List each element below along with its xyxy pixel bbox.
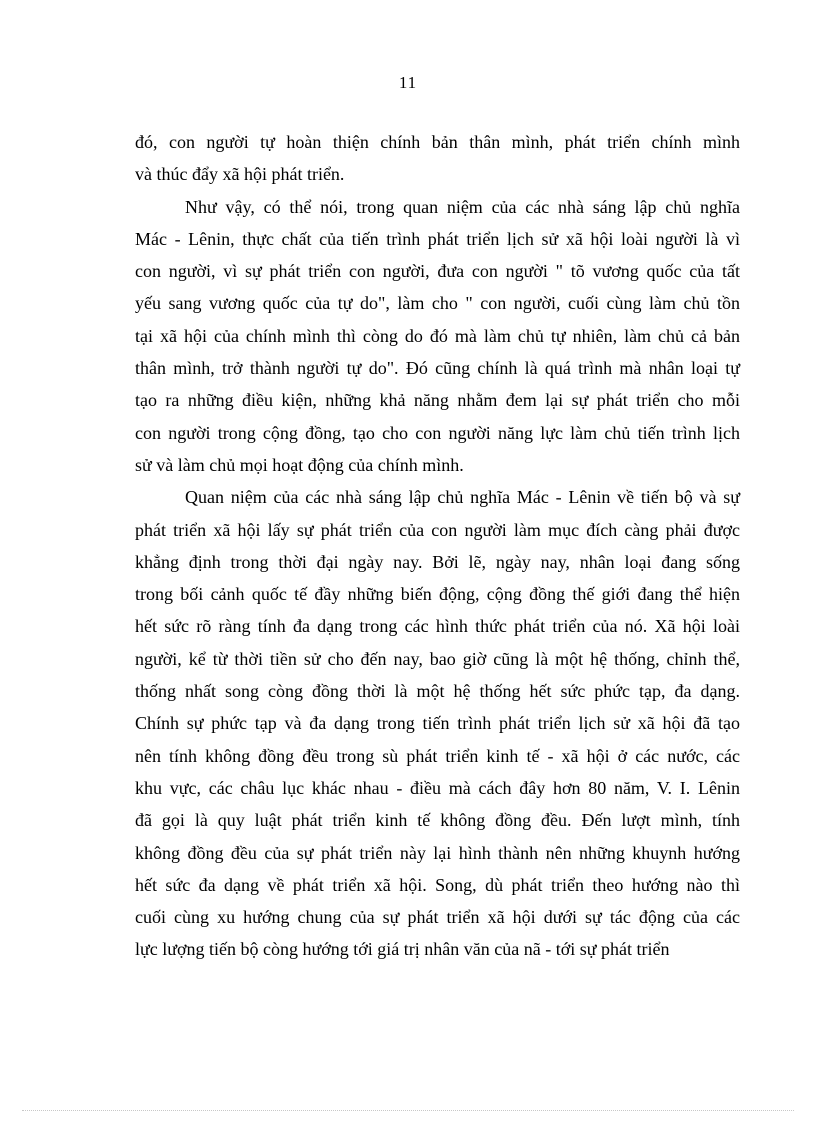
text-line: và thúc đẩy xã hội phát triển. xyxy=(135,164,345,185)
paragraph-1 xyxy=(135,126,740,191)
text-line: tạo ra những điều kiện, những khả năng nhằm đem lại sự phát triển cho mỗi xyxy=(135,390,740,411)
text-line: yếu sang vương quốc của tự do", làm cho " con người, cuối cùng làm chủ tồn xyxy=(135,293,740,314)
text-line: con người, vì sự phát triển con người, đưa con người " tõ vương quốc của tất xyxy=(135,261,740,282)
text-line: trong bối cảnh quốc tế đầy những biến động, cộng đồng thế giới đang thể hiện xyxy=(135,584,740,605)
paragraph-3 xyxy=(135,481,740,965)
text-line: Như vậy, có thể nói, trong quan niệm của các nhà sáng lập chủ nghĩa xyxy=(185,196,740,217)
text-line: thống nhất song còng đồng thời là một hệ thống hết sức phức tạp, đa dạng. xyxy=(135,681,740,702)
text-line: lực lượng tiến bộ còng hướng tới giá trị nhân văn của nã - tới sự phát triển xyxy=(135,939,670,960)
text-line: đã gọi là quy luật phát triển kinh tế không đồng đều. Đến lượt mình, tính xyxy=(135,810,740,831)
text-line: khẳng định trong thời đại ngày nay. Bởi lẽ, ngày nay, nhân loại đang sống xyxy=(135,551,740,572)
text-line: hết sức đa dạng về phát triển xã hội. Song, dù phát triển theo hướng nào thì xyxy=(135,874,740,895)
text-line: tại xã hội của chính mình thì còng do đó mà làm chủ tự nhiên, làm chủ cả bản xyxy=(135,325,740,346)
text-line: cuối cùng xu hướng chung của sự phát triển xã hội dưới sự tác động của các xyxy=(135,907,740,928)
text-line: Quan niệm của các nhà sáng lập chủ nghĩa Mác - Lênin về tiến bộ và sự xyxy=(185,487,740,508)
text-line: người, kể từ thời tiền sử cho đến nay, bao giờ cũng là một hệ thống, chỉnh thể, xyxy=(135,648,740,669)
paragraph-2 xyxy=(135,191,740,482)
text-line: Mác - Lênin, thực chất của tiến trình phát triển lịch sử xã hội loài người là vì xyxy=(135,228,740,249)
text-line: phát triển xã hội lấy sự phát triển của con người làm mục đích càng phải được xyxy=(135,519,740,540)
text-line: thân mình, trở thành người tự do". Đó cũng chính là quá trình mà nhân loại tự xyxy=(135,358,740,379)
text-line: Chính sự phức tạp và đa dạng trong tiến trình phát triển lịch sử xã hội đã tạo xyxy=(135,713,740,734)
page-number: 11 xyxy=(398,73,418,92)
page-bottom-divider xyxy=(22,1110,794,1111)
text-line: con người trong cộng đồng, tạo cho con người năng lực làm chủ tiến trình lịch xyxy=(135,422,740,443)
text-line: đó, con người tự hoàn thiện chính bản thân mình, phát triển chính mình xyxy=(135,132,740,152)
text-line: hết sức rõ ràng tính đa dạng trong các hình thức phát triển của nó. Xã hội loài xyxy=(135,616,740,637)
text-line: khu vực, các châu lục khác nhau - điều mà cách đây hơn 80 năm, V. I. Lênin xyxy=(135,777,740,798)
text-line: nên tính không đồng đều trong sù phát triển kinh tế - xã hội ở các nước, các xyxy=(135,745,740,766)
text-line: sử và làm chủ mọi hoạt động của chính mình. xyxy=(135,454,464,475)
text-line: không đồng đều của sự phát triển này lại hình thành nên những khuynh hướng xyxy=(135,842,740,863)
document-body xyxy=(135,126,740,966)
